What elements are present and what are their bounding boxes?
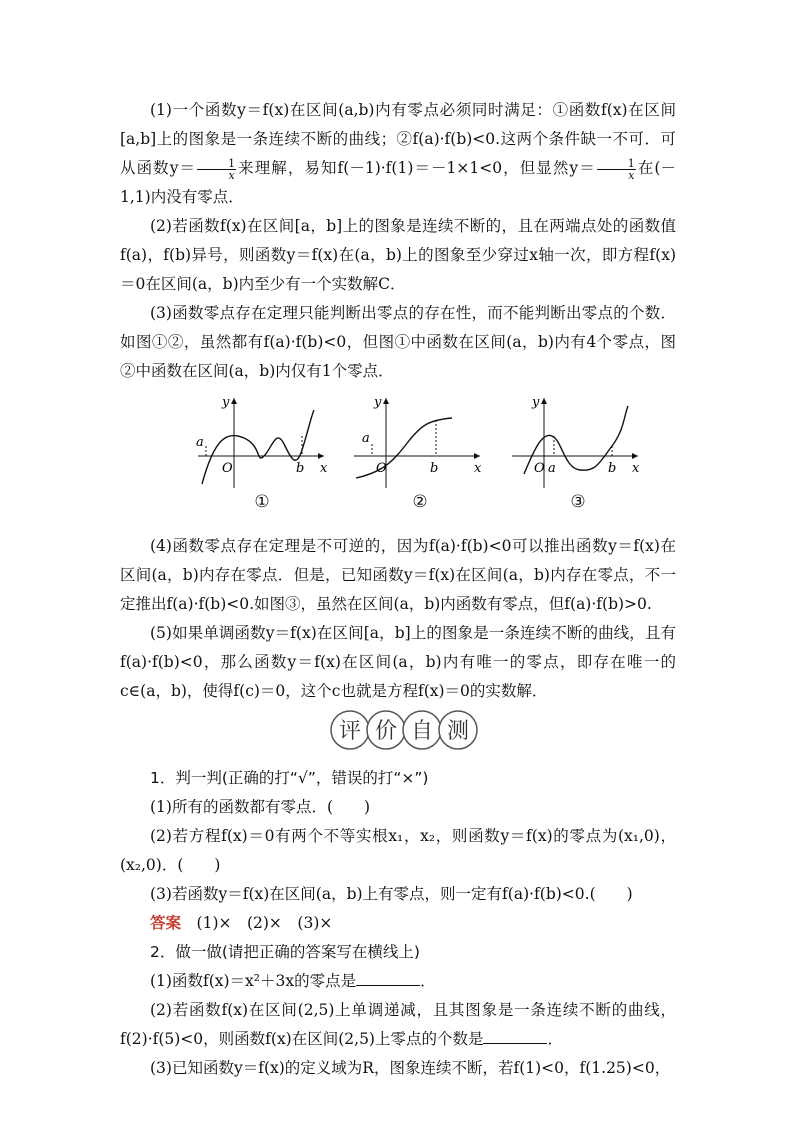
answer-blank[interactable] — [356, 971, 420, 986]
point-a-label: a — [362, 431, 370, 446]
point-b-label: b — [608, 461, 617, 476]
figure-2 — [350, 390, 490, 512]
banner-char-4: 测 — [446, 719, 470, 744]
x-axis-label: x — [474, 461, 482, 476]
note-2: (2)若函数f(x)在区间[a，b]上的图象是连续不断的，且在两端点处的函数值f(a)，f(b)异号，则函数y＝f(x)在(a，b)上的图象至少穿过x轴一次，即方程f(x)＝0在区间(a，b)内至少有一个实数解C． — [120, 217, 676, 293]
note-1 — [120, 96, 676, 212]
question-2-item-1 — [120, 967, 676, 996]
question-1-title: 1．判一判(正确的打“√”，错误的打“×”) — [150, 769, 429, 787]
origin-label: O — [222, 461, 233, 476]
note-3: (3)函数零点存在定理只能判断出零点的存在性，而不能判断出零点的个数．如图①②，虽然都有f(a)·f(b)<0，但图①中函数在区间(a，b)内有4个零点，图②中函数在区间(a，b)内仅有1个零点． — [120, 304, 676, 380]
banner-char-2: 价 — [374, 719, 398, 744]
section-banner — [120, 708, 676, 758]
figures-row — [120, 390, 676, 522]
note-1-part-c: 在(－1,1)内没有零点． — [120, 159, 676, 206]
question-2-item-2 — [120, 996, 676, 1054]
point-b-label: b — [430, 461, 439, 476]
point-a-label: a — [196, 435, 204, 450]
question-1-item-3: (3)若函数y＝f(x)在区间(a，b)上有零点，则一定有f(a)·f(b)<0.( ) — [150, 885, 633, 903]
fraction-numerator: 1 — [597, 158, 636, 170]
question-2-title: 2．做一做(请把正确的答案写在横线上) — [150, 943, 420, 961]
figure-3 — [508, 390, 648, 512]
banner-char-3: 自 — [410, 719, 434, 744]
figure-1-label: ① — [254, 492, 270, 512]
banner-graphic — [330, 708, 480, 752]
answer-blank[interactable] — [483, 1029, 547, 1044]
point-a-label: a — [548, 461, 556, 476]
note-4: (4)函数零点存在定理是不可逆的，因为f(a)·f(b)<0可以推出函数y＝f(x)在区间(a，b)内存在零点．但是，已知函数y＝f(x)在区间(a，b)内存在零点，不一定推出f(a)·f(b)<0.如图③，虽然在区间(a，b)内函数有零点，但f(a)·f(b)>0. — [120, 537, 676, 613]
fraction-denominator: x — [628, 168, 635, 182]
note-1-part-b: 来理解，易知f(－1)·f(1)＝－1×1<0，但显然y＝ — [237, 159, 596, 177]
y-axis-label: y — [374, 395, 382, 410]
fraction-numerator: 1 — [197, 158, 236, 170]
origin-label: O — [534, 461, 545, 476]
figure-1-graph — [192, 390, 332, 490]
question-2-item-1-text: (1)函数f(x)＝x²＋3x的零点是 — [150, 972, 357, 990]
x-axis-label: x — [320, 461, 328, 476]
question-1-item-2: (2)若方程f(x)＝0有两个不等实根x₁，x₂，则函数y＝f(x)的零点为(x₁,0)，(x₂,0)．( ) — [120, 827, 676, 874]
note-1-part-a: (1)一个函数y＝f(x)在区间(a,b)内有零点必须同时满足：①函数f(x)在区间[a,b]上的图象是一条连续不断的曲线；②f(a)·f(b)<0.这两个条件缺一不可．可从函数y＝ — [120, 101, 676, 177]
note-5: (5)如果单调函数y＝f(x)在区间[a，b]上的图象是一条连续不断的曲线，且有f(a)·f(b)<0，那么函数y＝f(x)在区间(a，b)内有唯一的零点，即存在唯一的c∈(a，b)，使得f(c)＝0，这个c也就是方程f(x)＝0的实数解． — [120, 624, 676, 700]
point-b-label: b — [296, 461, 305, 476]
answer-line — [120, 909, 676, 938]
y-axis-label: y — [532, 395, 540, 410]
question-2-item-1-end: ． — [420, 972, 436, 990]
figure-1 — [192, 390, 332, 512]
origin-label: O — [376, 461, 387, 476]
figure-3-label: ③ — [570, 492, 586, 512]
figure-2-graph — [350, 390, 490, 490]
fraction-1-over-x-2 — [597, 158, 636, 181]
answer-label: 答案 — [150, 914, 182, 932]
banner-char-1: 评 — [338, 719, 362, 744]
answer-text: (1)× (2)× (3)× — [196, 914, 333, 932]
fraction-1-over-x — [197, 158, 236, 181]
question-2-item-2-end: ． — [547, 1030, 563, 1048]
figure-3-graph — [508, 390, 648, 490]
question-2-item-3: (3)已知函数y＝f(x)的定义域为R，图象连续不断，若f(1)<0，f(1.25)<0， — [150, 1059, 671, 1077]
x-axis-label: x — [632, 461, 640, 476]
fraction-denominator: x — [228, 168, 235, 182]
page-content — [120, 96, 676, 1083]
figure-2-label: ② — [412, 492, 428, 512]
question-1-item-1: (1)所有的函数都有零点．( ) — [150, 798, 371, 816]
question-2-item-2-text: (2)若函数f(x)在区间(2,5)上单调递减，且其图象是一条连续不断的曲线，f(2)·f(5)<0，则函数f(x)在区间(2,5)上零点的个数是 — [120, 1001, 676, 1048]
y-axis-label: y — [222, 395, 230, 410]
